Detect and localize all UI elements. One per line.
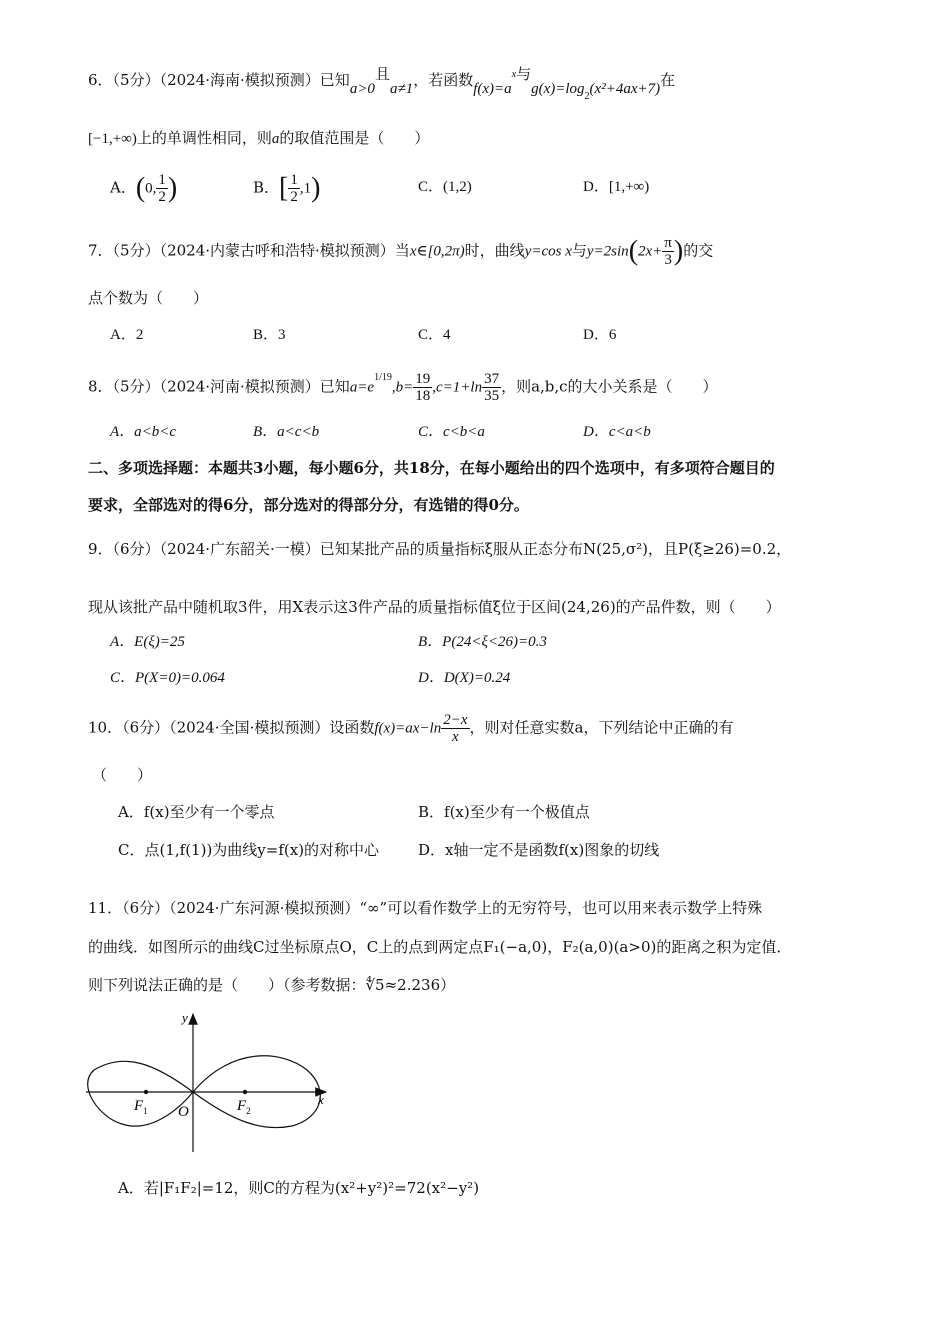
- q9-option-c[interactable]: C．P(X=0)=0.064: [110, 670, 225, 686]
- q6-cond1: a>0: [349, 81, 375, 97]
- q6-stem: 6．（5分）（2024·海南·模拟预测）已知: [88, 71, 350, 89]
- q6-cond-mid: 且: [374, 65, 390, 83]
- q8-option-a[interactable]: A．a<b<c: [110, 424, 177, 440]
- x-axis-label: x: [318, 1092, 324, 1107]
- q7-curve1: y=cos x: [524, 243, 572, 260]
- q7-option-c[interactable]: C．4: [418, 327, 451, 343]
- q10-option-a[interactable]: A．f(x)至少有一个零点: [118, 803, 275, 821]
- q7-curve2: y=2sin: [586, 243, 629, 260]
- q7-line2: 点个数为（ ）: [88, 289, 209, 307]
- q6-option-b[interactable]: B．[ $\frac{1}{2}$ ,1): [253, 172, 321, 205]
- q7-line1: 7．（5分）（2024·内蒙古呼和浩特·模拟预测）当x∈[0,2π)时，曲线y=cos x与y=2sin(2x+ $\frac{\pi}{3}$ )的交: [88, 235, 714, 268]
- q6-fx-sup: x: [511, 69, 517, 80]
- q8-option-b[interactable]: B．a<c<b: [253, 424, 320, 440]
- q8-b-def: b=: [395, 379, 414, 396]
- q8-tail: ，则a,b,c的大小关系是（ ）: [501, 377, 718, 396]
- q7-option-b[interactable]: B．3: [253, 327, 286, 343]
- q9-option-b[interactable]: B．P(24<ξ<26)=0.3: [418, 634, 547, 650]
- q6-line1: [88, 65, 676, 102]
- q6-option-d[interactable]: D．[1,+∞): [583, 179, 650, 195]
- q6-gx: g(x)=log: [531, 81, 585, 97]
- q10-tail: ，则对任意实数a，下列结论中正确的有: [469, 718, 734, 737]
- q9-option-a[interactable]: A．E(ξ)=25: [110, 634, 185, 650]
- q10-line2: （ ）: [92, 766, 153, 784]
- q8-option-d[interactable]: D．c<a<b: [583, 424, 651, 440]
- q10-option-d[interactable]: D．x轴一定不是函数f(x)图象的切线: [418, 841, 660, 859]
- q6-interval: [−1,+∞): [88, 131, 137, 147]
- q6-line2-tail: 的取值范围是（ ）: [279, 129, 430, 147]
- q8-option-c[interactable]: C．c<b<a: [418, 424, 485, 440]
- q9-line2: 现从该批产品中随机取3件，用X表示这3件产品的质量指标值ξ位于区间(24,26)的产品件数，则（ ）: [88, 598, 781, 616]
- q6-gx-arg: (x²+4ax+7): [589, 81, 661, 97]
- q7-cond: x∈[0,2π): [409, 243, 465, 260]
- q7-stem: 7．（5分）（2024·内蒙古呼和浩特·模拟预测）当: [88, 241, 410, 260]
- q6-mid: ，若函数: [413, 71, 474, 89]
- q8-c-def: c=1+ln: [436, 379, 483, 396]
- q10-option-c[interactable]: C．点(1,f(1))为曲线y=f(x)的对称中心: [118, 841, 380, 859]
- q6-line2-text: 上的单调性相同，则: [136, 129, 272, 147]
- origin-label: O: [178, 1104, 189, 1120]
- q6-gx-sub: 2: [584, 91, 590, 102]
- q11-line3: 则下列说法正确的是（ ）（参考数据：∜5≈2.236）: [88, 976, 456, 994]
- f1-point: [144, 1090, 148, 1094]
- q6-option-a-label: A．: [110, 178, 136, 197]
- q6-line2: [88, 127, 429, 150]
- section2-heading-line1: 二、多项选择题：本题共3小题，每小题6分，共18分，在每小题给出的四个选项中，有多项符合题目的: [88, 459, 775, 477]
- q6-option-c[interactable]: C．(1,2): [418, 179, 472, 195]
- q6-line2-a: a: [271, 131, 280, 147]
- f2-label: $F_2$: [237, 1098, 251, 1116]
- q6-and: 与: [516, 65, 532, 83]
- q7-option-d[interactable]: D．6: [583, 327, 617, 343]
- q9-option-d[interactable]: D．D(X)=0.24: [418, 670, 511, 686]
- q7-option-a[interactable]: A．2: [110, 327, 144, 343]
- lemniscate-figure: [82, 1006, 342, 1156]
- q10-stem: 10．（6分）（2024·全国·模拟预测）设函数: [88, 718, 375, 737]
- q8-stem: 8．（5分）（2024·河南·模拟预测）已知: [88, 377, 350, 396]
- q11-line1: 11．（6分）（2024·广东河源·模拟预测）“∞”可以看作数学上的无穷符号，也可以用来表示数学上特殊: [88, 899, 763, 917]
- y-axis-label: y: [182, 1010, 188, 1025]
- f2-point: [243, 1090, 247, 1094]
- q9-line1: 9．（6分）（2024·广东韶关·一模）已知某批产品的质量指标ξ服从正态分布N(25,σ²)，且P(ξ≥26)=0.2，: [88, 540, 792, 558]
- q6-option-b-label: B．: [253, 178, 280, 197]
- q11-line2: 的曲线．如图所示的曲线C过坐标原点O，C上的点到两定点F₁(−a,0)，F₂(a,0)(a>0)的距离之积为定值．: [88, 938, 792, 956]
- q8-a-def: a=e: [349, 379, 375, 396]
- q10-line1: 10．（6分）（2024·全国·模拟预测）设函数f(x)=ax−ln $\frac{2-x}{x}$ ，则对任意实数a，下列结论中正确的有: [88, 712, 734, 745]
- q7-and: 与: [571, 241, 587, 260]
- q7-tail: 的交: [683, 241, 714, 260]
- section2-heading-line2: 要求，全部选对的得6分，部分选对的得部分分，有选错的得0分。: [88, 496, 529, 514]
- f1-label: $F_1$: [134, 1098, 148, 1116]
- q7-mid: 时，曲线: [464, 241, 525, 260]
- q6-fx: f(x)=a: [473, 81, 512, 97]
- q10-fx: f(x)=ax−ln: [374, 720, 442, 737]
- q11-option-a[interactable]: A．若|F₁F₂|=12，则C的方程为(x²+y²)²=72(x²−y²): [118, 1179, 480, 1197]
- q10-option-b[interactable]: B．f(x)至少有一个极值点: [418, 803, 590, 821]
- q6-cond2: a≠1: [389, 81, 414, 97]
- q6-option-a[interactable]: A．(0, $\frac{1}{2}$ ): [110, 172, 178, 205]
- q8-line1: 8．（5分）（2024·河南·模拟预测）已知$a=e^{1/19},b=$ $\frac{19}{18}$ ,c=1+ln $\frac{37}{35}$ ，则a,b,c的大小关系是（ ）: [88, 371, 718, 404]
- q6-tail: 在: [660, 71, 676, 89]
